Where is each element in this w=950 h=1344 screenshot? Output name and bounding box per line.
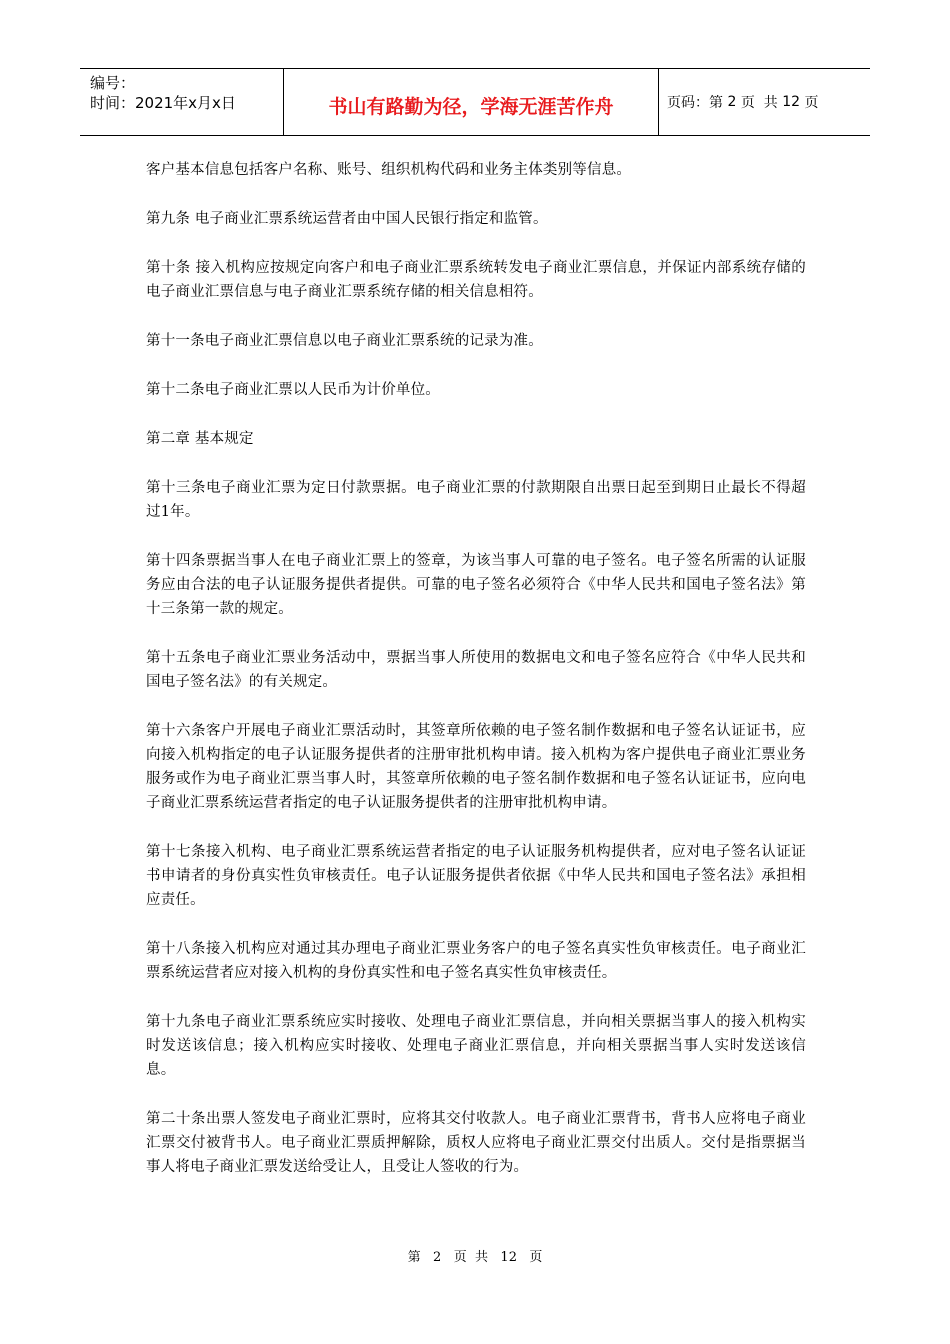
- footer-suffix: 页: [529, 1250, 543, 1265]
- header-page-label: 页码：第: [667, 95, 723, 111]
- header-meta: [80, 69, 283, 135]
- paragraph: 第十条 接入机构应按规定向客户和电子商业汇票系统转发电子商业汇票信息，并保证内部系统存储的电子商业汇票信息与电子商业汇票系统存储的相关信息相符。: [146, 260, 806, 300]
- header-page-current: 2: [727, 94, 737, 110]
- paragraph: 第十八条接入机构应对通过其办理电子商业汇票业务客户的电子签名真实性负审核责任。电子商业汇票系统运营者应对接入机构的身份真实性和电子签名真实性负审核责任。: [146, 941, 806, 981]
- footer-current-page: 2: [433, 1250, 442, 1265]
- header-number-label: 编号：: [90, 74, 136, 92]
- paragraph: 第十六条客户开展电子商业汇票活动时，其签章所依赖的电子签名制作数据和电子签名认证证书，应向接入机构指定的电子认证服务提供者的注册审批机构申请。接入机构为客户提供电子商业汇票业务服务或作为电子商业汇票当事人时，其签章所依赖的电子签名制作数据和电子签名认证证书，应向电子商业汇票系统运营者指定的电子认证服务提供者的注册审批机构申请。: [146, 723, 806, 811]
- paragraph: 第十四条票据当事人在电子商业汇票上的签章，为该当事人可靠的电子签名。电子签名所需的认证服务应由合法的电子认证服务提供者提供。可靠的电子签名必须符合《中华人民共和国电子签名法》第十三条第一款的规定。: [146, 553, 806, 617]
- header-motto-text: 书山有路勤为径，学海无涯苦作舟: [328, 95, 614, 118]
- chapter-heading: 第二章 基本规定: [146, 431, 254, 447]
- paragraph: 第九条 电子商业汇票系统运营者由中国人民银行指定和监管。: [146, 211, 548, 227]
- paragraph: 第十五条电子商业汇票业务活动中，票据当事人所使用的数据电文和电子签名应符合《中华人民共和国电子签名法》的有关规定。: [146, 650, 806, 690]
- footer-middle: 页 共: [453, 1250, 488, 1265]
- paragraph: 第十七条接入机构、电子商业汇票系统运营者指定的电子认证服务机构提供者，应对电子签名认证证书申请者的身份真实性负审核责任。电子认证服务提供者依据《中华人民共和国电子签名法》承担相应责任。: [146, 844, 806, 908]
- header-page-indicator: [659, 69, 870, 135]
- header-motto: [283, 69, 659, 135]
- page-footer: [0, 1246, 950, 1265]
- header-page-total: 12: [782, 94, 801, 110]
- header-time-label: 时间：2021年x月x日: [90, 94, 236, 112]
- footer-total-pages: 12: [500, 1250, 517, 1265]
- paragraph: 第十二条电子商业汇票以人民币为计价单位。: [146, 382, 440, 398]
- page-header: [80, 68, 870, 136]
- paragraph: 第十一条电子商业汇票信息以电子商业汇票系统的记录为准。: [146, 333, 543, 349]
- paragraph: 第二十条出票人签发电子商业汇票时，应将其交付收款人。电子商业汇票背书，背书人应将电子商业汇票交付被背书人。电子商业汇票质押解除，质权人应将电子商业汇票交付出质人。交付是指票据当事人将电子商业汇票发送给受让人，且受让人签收的行为。: [146, 1111, 806, 1175]
- footer-prefix: 第: [407, 1250, 421, 1265]
- paragraph: 第十三条电子商业汇票为定日付款票据。电子商业汇票的付款期限自出票日起至到期日止最长不得超过1年。: [146, 480, 806, 520]
- paragraph: 客户基本信息包括客户名称、账号、组织机构代码和业务主体类别等信息。: [146, 162, 632, 178]
- header-page-mid: 页 共: [740, 95, 778, 111]
- document-body: [146, 158, 806, 1204]
- paragraph: 第十九条电子商业汇票系统应实时接收、处理电子商业汇票信息，并向相关票据当事人的接入机构实时发送该信息；接入机构应实时接收、处理电子商业汇票信息，并向相关票据当事人实时发送该信息。: [146, 1014, 806, 1078]
- header-page-end: 页: [804, 95, 819, 111]
